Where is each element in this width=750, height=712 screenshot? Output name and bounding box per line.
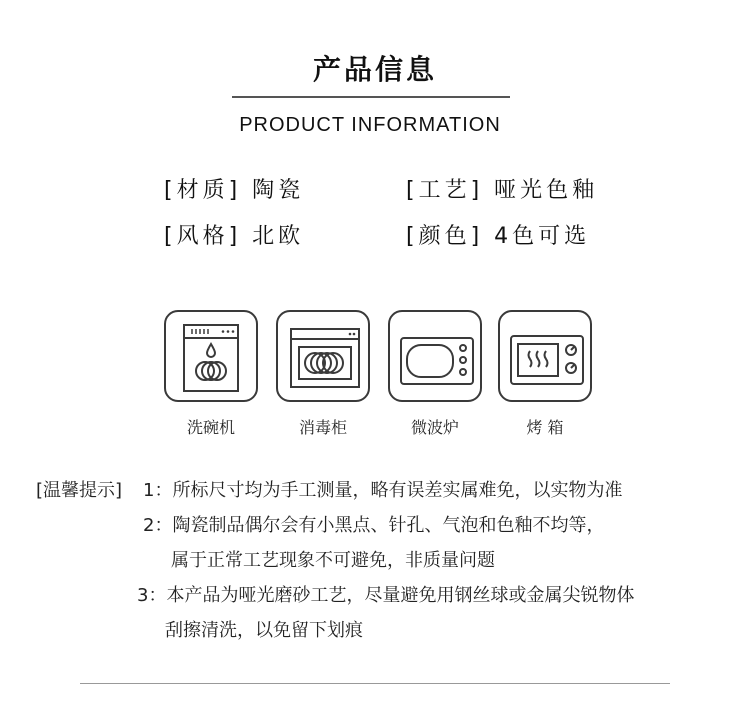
spec-style: [风格] 北欧 (164, 224, 305, 249)
microwave-label: 微波炉 (410, 418, 459, 437)
note-line: 1：所标尺寸均为手工测量，略有误差实属难免，以实物为准 (143, 480, 623, 501)
notes-prefix: [温馨提示] (36, 480, 123, 501)
spec-color: [颜色] 4色可选 (406, 224, 591, 249)
note-line: 2：陶瓷制品偶尔会有小黑点、针孔、气泡和色釉不均等， (143, 515, 605, 536)
spec-material: [材质] 陶瓷 (164, 178, 305, 203)
oven-icon (498, 310, 592, 402)
note-line: 属于正常工艺现象不可避免，非质量问题 (171, 550, 495, 571)
note-line: 3：本产品为哑光磨砂工艺，尽量避免用钢丝球或金属尖锐物体 (137, 585, 635, 606)
disinfection-cabinet-icon (276, 310, 370, 402)
oven-label: 烤 箱 (526, 418, 564, 437)
spec-craft: [工艺] 哑光色釉 (406, 178, 599, 203)
dishwasher-label: 洗碗机 (186, 418, 235, 437)
title-divider (232, 96, 510, 98)
microwave-icon (388, 310, 482, 402)
bottom-divider (80, 683, 670, 684)
disinfection-cabinet-label: 消毒柜 (298, 418, 347, 437)
page-title: 产品信息 (312, 53, 437, 86)
note-line: 刮擦清洗，以免留下划痕 (165, 620, 363, 641)
page-subtitle: PRODUCT INFORMATION (239, 114, 501, 136)
dishwasher-icon (164, 310, 258, 402)
